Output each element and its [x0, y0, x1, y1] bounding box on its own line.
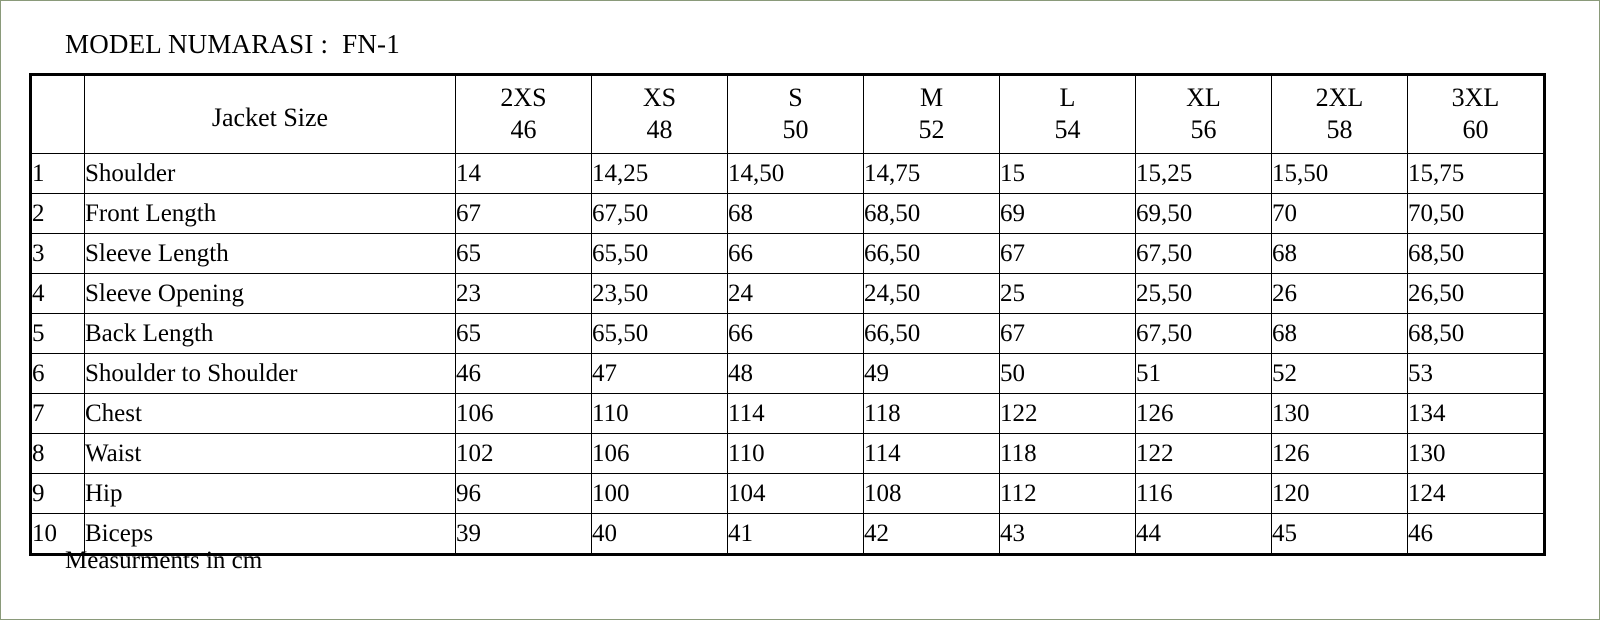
cell-value: 67,50: [1136, 234, 1272, 274]
cell-value: 14: [456, 154, 592, 194]
header-size-s: [728, 75, 864, 154]
cell-value: 120: [1272, 474, 1408, 514]
header-size-cell: [456, 76, 591, 153]
cell-value: 66: [728, 234, 864, 274]
cell-value: 65: [456, 234, 592, 274]
cell-value: 68,50: [864, 194, 1000, 234]
size-number: 60: [1462, 114, 1489, 144]
cell-value: 53: [1408, 354, 1545, 394]
header-size-cell: [592, 76, 727, 153]
cell-value: 67,50: [592, 194, 728, 234]
cell-value: 68: [728, 194, 864, 234]
header-size-cell: [1136, 76, 1271, 153]
row-index: 4: [31, 274, 85, 314]
cell-value: 26: [1272, 274, 1408, 314]
header-size-m: [864, 75, 1000, 154]
table-row: [31, 394, 1545, 434]
row-index: 6: [31, 354, 85, 394]
header-size-cell: [864, 76, 999, 153]
size-number: 56: [1190, 114, 1217, 144]
cell-value: 15,25: [1136, 154, 1272, 194]
cell-value: 122: [1000, 394, 1136, 434]
cell-value: 23,50: [592, 274, 728, 314]
cell-value: 134: [1408, 394, 1545, 434]
row-index: 3: [31, 234, 85, 274]
cell-value: 68: [1272, 314, 1408, 354]
table-row: [31, 434, 1545, 474]
table-row: [31, 354, 1545, 394]
cell-value: 69: [1000, 194, 1136, 234]
header-size-3xl: [1408, 75, 1545, 154]
cell-value: 52: [1272, 354, 1408, 394]
table-row: [31, 314, 1545, 354]
cell-value: 106: [592, 434, 728, 474]
row-index: 7: [31, 394, 85, 434]
header-size-2xs: [456, 75, 592, 154]
cell-value: 44: [1136, 514, 1272, 555]
row-label: Waist: [85, 434, 456, 474]
cell-value: 70: [1272, 194, 1408, 234]
header-size-l: [1000, 75, 1136, 154]
header-size-cell: [1272, 76, 1407, 153]
header-measurement-label: [85, 75, 456, 154]
table-row: [31, 154, 1545, 194]
header-measurement-text: Jacket Size: [211, 102, 329, 132]
table-row: [31, 474, 1545, 514]
cell-value: 96: [456, 474, 592, 514]
size-name: M: [919, 83, 944, 112]
cell-value: 24,50: [864, 274, 1000, 314]
cell-value: 15,75: [1408, 154, 1545, 194]
cell-value: 48: [728, 354, 864, 394]
cell-value: 14,25: [592, 154, 728, 194]
row-index: 10: [31, 514, 85, 555]
size-name: S: [788, 83, 803, 112]
cell-value: 49: [864, 354, 1000, 394]
size-name: L: [1059, 83, 1076, 112]
header-row: [31, 75, 1545, 154]
cell-value: 46: [1408, 514, 1545, 555]
row-index: 9: [31, 474, 85, 514]
cell-value: 39: [456, 514, 592, 555]
cell-value: 112: [1000, 474, 1136, 514]
cell-value: 26,50: [1408, 274, 1545, 314]
cell-value: 68: [1272, 234, 1408, 274]
cell-value: 45: [1272, 514, 1408, 555]
cell-value: 130: [1272, 394, 1408, 434]
cell-value: 23: [456, 274, 592, 314]
table-header: [31, 75, 1545, 154]
row-index: 1: [31, 154, 85, 194]
row-label: Chest: [85, 394, 456, 434]
cell-value: 67,50: [1136, 314, 1272, 354]
size-name: 2XS: [500, 83, 547, 112]
row-label: Back Length: [85, 314, 456, 354]
cell-value: 118: [1000, 434, 1136, 474]
size-name: 3XL: [1451, 83, 1500, 112]
cell-value: 51: [1136, 354, 1272, 394]
cell-value: 130: [1408, 434, 1545, 474]
cell-value: 110: [592, 394, 728, 434]
size-name: XS: [642, 83, 677, 112]
cell-value: 24: [728, 274, 864, 314]
size-number: 50: [782, 114, 809, 144]
cell-value: 25: [1000, 274, 1136, 314]
cell-value: 66,50: [864, 234, 1000, 274]
cell-value: 126: [1272, 434, 1408, 474]
size-number: 54: [1054, 114, 1081, 144]
cell-value: 15: [1000, 154, 1136, 194]
row-label: Front Length: [85, 194, 456, 234]
cell-value: 67: [456, 194, 592, 234]
page-title: MODEL NUMARASI : FN-1: [65, 29, 400, 59]
cell-value: 122: [1136, 434, 1272, 474]
cell-value: 14,75: [864, 154, 1000, 194]
cell-value: 66: [728, 314, 864, 354]
cell-value: 70,50: [1408, 194, 1545, 234]
cell-value: 65,50: [592, 234, 728, 274]
cell-value: 118: [864, 394, 1000, 434]
size-number: 46: [510, 114, 537, 144]
cell-value: 104: [728, 474, 864, 514]
cell-value: 43: [1000, 514, 1136, 555]
header-index-blank: [31, 75, 85, 154]
row-index: 5: [31, 314, 85, 354]
header-size-2xl: [1272, 75, 1408, 154]
header-size-cell: [1000, 76, 1135, 153]
size-name: XL: [1186, 83, 1221, 112]
cell-value: 124: [1408, 474, 1545, 514]
cell-value: 68,50: [1408, 234, 1545, 274]
cell-value: 65: [456, 314, 592, 354]
cell-value: 67: [1000, 234, 1136, 274]
header-size-cell: [728, 76, 863, 153]
size-number: 58: [1326, 114, 1353, 144]
header-size-xs: [592, 75, 728, 154]
cell-value: 14,50: [728, 154, 864, 194]
row-label: Sleeve Length: [85, 234, 456, 274]
cell-value: 116: [1136, 474, 1272, 514]
cell-value: 114: [728, 394, 864, 434]
cell-value: 65,50: [592, 314, 728, 354]
table-body: [31, 154, 1545, 555]
row-index: 2: [31, 194, 85, 234]
size-chart-table: [29, 73, 1546, 556]
cell-value: 15,50: [1272, 154, 1408, 194]
cell-value: 40: [592, 514, 728, 555]
size-number: 52: [918, 114, 945, 144]
cell-value: 69,50: [1136, 194, 1272, 234]
row-label: Shoulder to Shoulder: [85, 354, 456, 394]
cell-value: 46: [456, 354, 592, 394]
cell-value: 50: [1000, 354, 1136, 394]
cell-value: 67: [1000, 314, 1136, 354]
cell-value: 102: [456, 434, 592, 474]
cell-value: 47: [592, 354, 728, 394]
cell-value: 114: [864, 434, 1000, 474]
cell-value: 41: [728, 514, 864, 555]
measurement-unit-note: Measurments in cm: [65, 547, 263, 574]
cell-value: 25,50: [1136, 274, 1272, 314]
table-row: [31, 274, 1545, 314]
header-size-xl: [1136, 75, 1272, 154]
cell-value: 66,50: [864, 314, 1000, 354]
size-name: 2XL: [1315, 83, 1364, 112]
cell-value: 126: [1136, 394, 1272, 434]
size-chart-container: [29, 73, 1537, 556]
row-label: Biceps: [85, 514, 456, 555]
header-size-cell: [1408, 76, 1543, 153]
cell-value: 68,50: [1408, 314, 1545, 354]
row-index: 8: [31, 434, 85, 474]
cell-value: 110: [728, 434, 864, 474]
table-row: [31, 194, 1545, 234]
row-label: Shoulder: [85, 154, 456, 194]
row-label: Sleeve Opening: [85, 274, 456, 314]
cell-value: 42: [864, 514, 1000, 555]
cell-value: 100: [592, 474, 728, 514]
cell-value: 106: [456, 394, 592, 434]
cell-value: 108: [864, 474, 1000, 514]
table-row: [31, 234, 1545, 274]
size-number: 48: [646, 114, 673, 144]
row-label: Hip: [85, 474, 456, 514]
